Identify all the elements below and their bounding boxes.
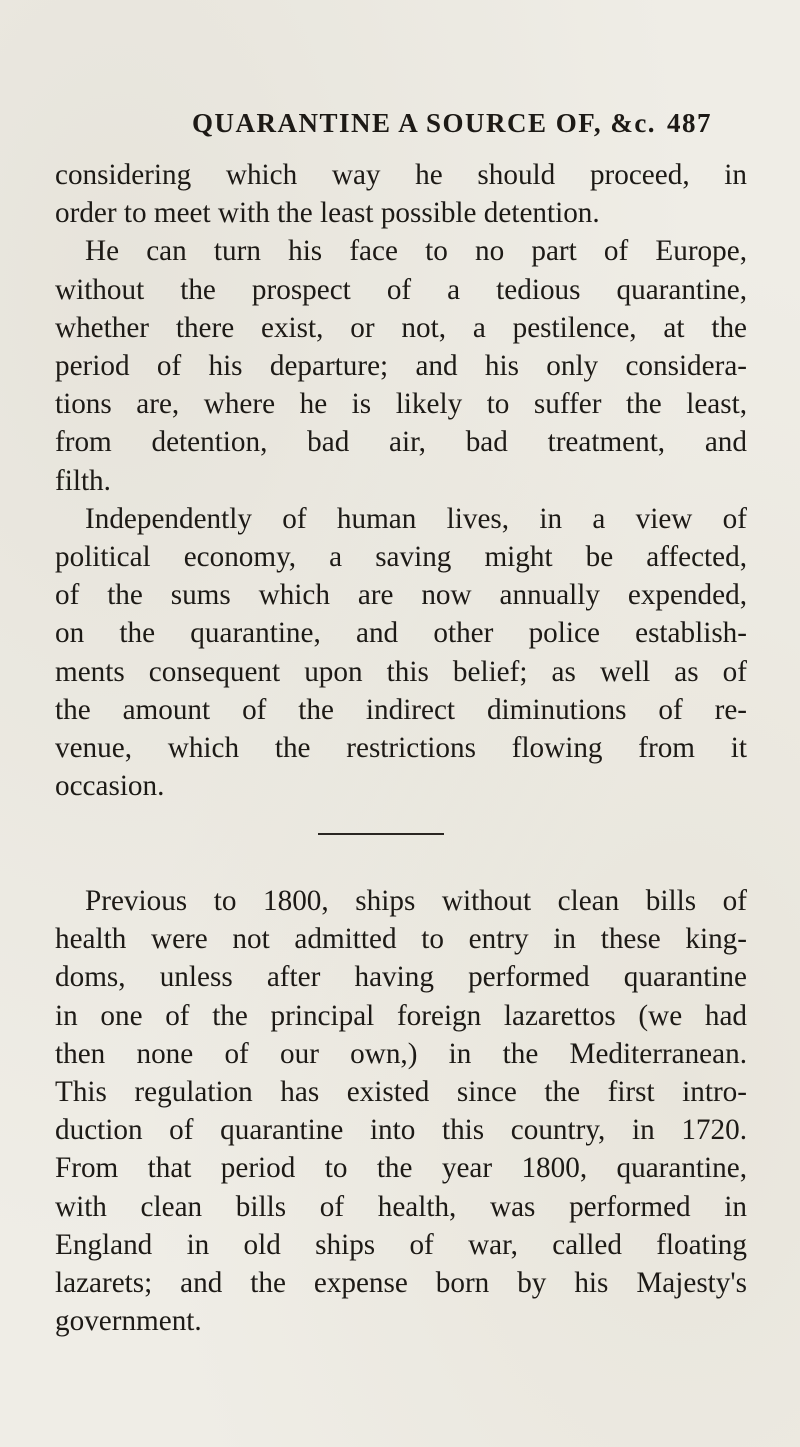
text-line: venue, which the restrictions flowing from it [55,732,747,765]
text-line: occasion. [55,770,165,803]
text-line: ments consequent upon this belief; as well as of [55,655,747,688]
text-line: the amount of the indirect diminutions of re- [55,693,747,726]
text-line: from detention, bad air, bad treatment, and [55,426,747,459]
text-line: of the sums which are now annually expended, [55,579,747,612]
text-line: Previous to 1800, ships without clean bills of [85,885,747,917]
text-line: order to meet with the least possible detention. [55,197,600,230]
text-line: From that period to the year 1800, quarantine, [55,1152,747,1185]
text-line: This regulation has existed since the first intro- [55,1076,747,1109]
text-line: with clean bills of health, was performed in [55,1190,747,1223]
text-line: whether there exist, or not, a pestilence, at the [55,311,747,344]
paragraph-block-1 [55,156,747,805]
page-number: 487 [667,108,712,138]
text-line: period of his departure; and his only considera- [55,350,747,383]
text-line: tions are, where he is likely to suffer the least, [55,388,747,421]
text-line: He can turn his face to no part of Europe, [85,235,747,268]
text-line: health were not admitted to entry in these king- [55,923,747,956]
text-line: lazarets; and the expense born by his Majesty's [55,1267,747,1300]
section-divider [318,833,444,835]
running-head [192,108,712,139]
text-line: on the quarantine, and other police establish- [55,617,747,650]
text-line: England in old ships of war, called floating [55,1228,747,1261]
text-line: in one of the principal foreign lazarettos (we had [55,999,747,1032]
paragraph-block-2 [55,882,747,1340]
text-line: political economy, a saving might be affected, [55,541,747,574]
text-line: duction of quarantine into this country, in 1720. [55,1114,747,1147]
text-line: then none of our own,) in the Mediterranean. [55,1037,747,1070]
text-line: government. [55,1305,202,1338]
text-line: doms, unless after having performed quarantine [55,961,747,994]
text-line: considering which way he should proceed, in [55,159,747,191]
text-line: filth. [55,464,111,497]
text-line: without the prospect of a tedious quarantine, [55,273,747,306]
running-title: QUARANTINE A SOURCE OF, &c. [192,108,657,138]
text-line: Independently of human lives, in a view of [85,502,747,535]
